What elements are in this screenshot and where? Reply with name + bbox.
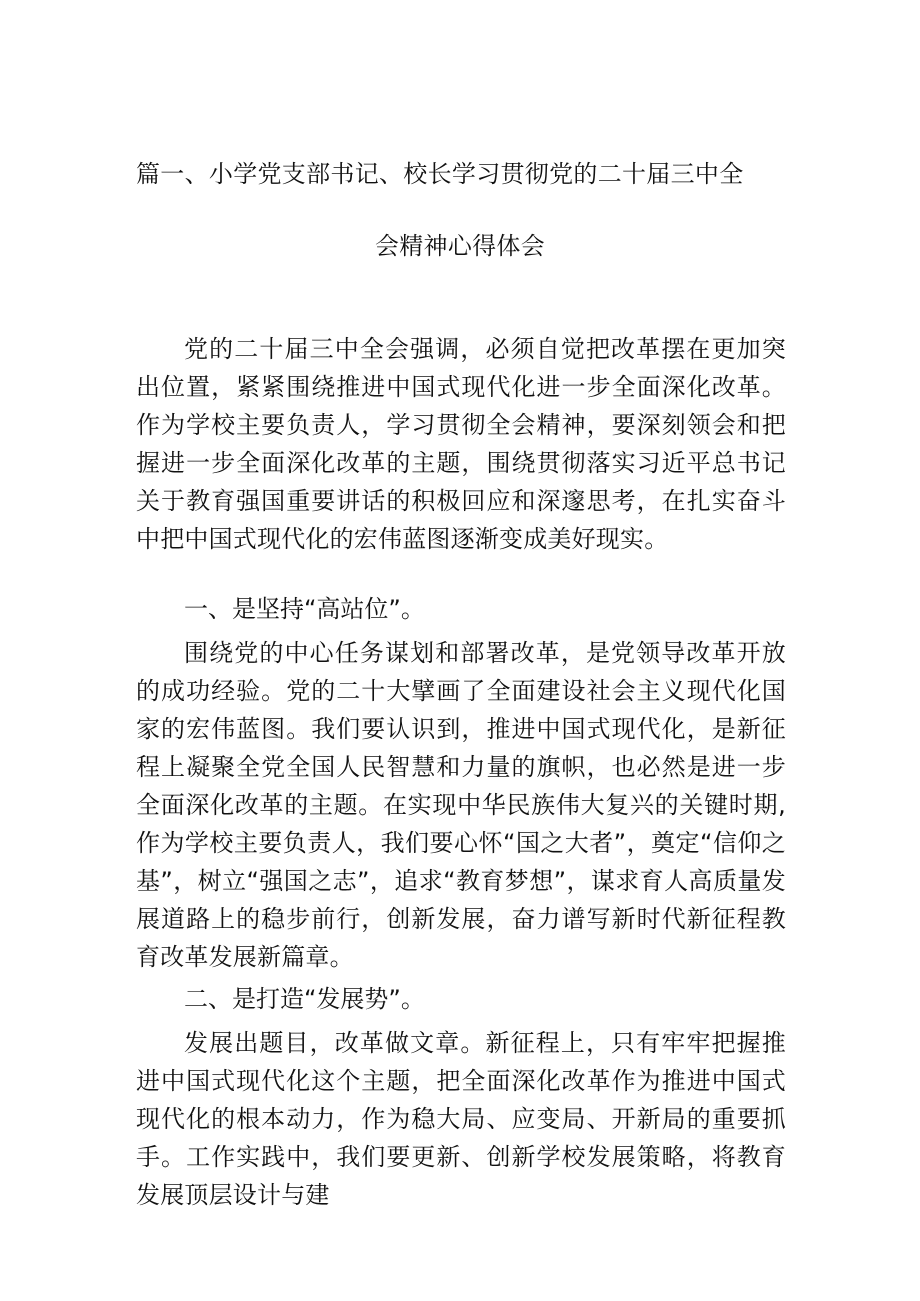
section-heading-1: 一、是坚持“高站位”。 xyxy=(184,595,425,623)
document-title-line-1: 篇一、小学党支部书记、校长学习贯彻党的二十届三中全 xyxy=(136,160,744,188)
intro-paragraph: 党的二十届三中全会强调，必须自觉把改革摆在更加突出位置，紧紧围绕推进中国式现代化进一步全面深化改革。作为学校主要负责人，学习贯彻全会精神，要深刻领会和把握进一步全面深化改革的主题，围绕贯彻落实习近平总书记关于教育强国重要讲话的积极回应和深邃思考，在扎实奋斗中把中国式现代化的宏伟蓝图逐渐变成美好现实。 xyxy=(136,335,786,553)
section-paragraph-2: 发展出题目，改革做文章。新征程上，只有牢牢把握推进中国式现代化这个主题，把全面深化改革作为推进中国式现代化的根本动力，作为稳大局、应变局、开新局的重要抓手。工作实践中，我们要更新、创新学校发展策略，将教育发展顶层设计与建 xyxy=(136,1029,786,1209)
document-title-line-2: 会精神心得体会 xyxy=(374,232,546,260)
section-paragraph-1: 围绕党的中心任务谋划和部署改革，是党领导改革开放的成功经验。党的二十大擘画了全面建设社会主义现代化国家的宏伟蓝图。我们要认识到，推进中国式现代化，是新征程上凝聚全党全国人民智慧和力量的旗帜，也必然是进一步全面深化改革的主题。在实现中华民族伟大复兴的关键时期,作为学校主要负责人，我们要心怀“国之大者”，奠定“信仰之基”，树立“强国之志”，追求“教育梦想”，谋求育人高质量发展道路上的稳步前行，创新发展，奋力谱写新时代新征程教育改革发展新篇章。 xyxy=(136,639,786,971)
section-heading-2: 二、是打造“发展势”。 xyxy=(184,985,425,1013)
